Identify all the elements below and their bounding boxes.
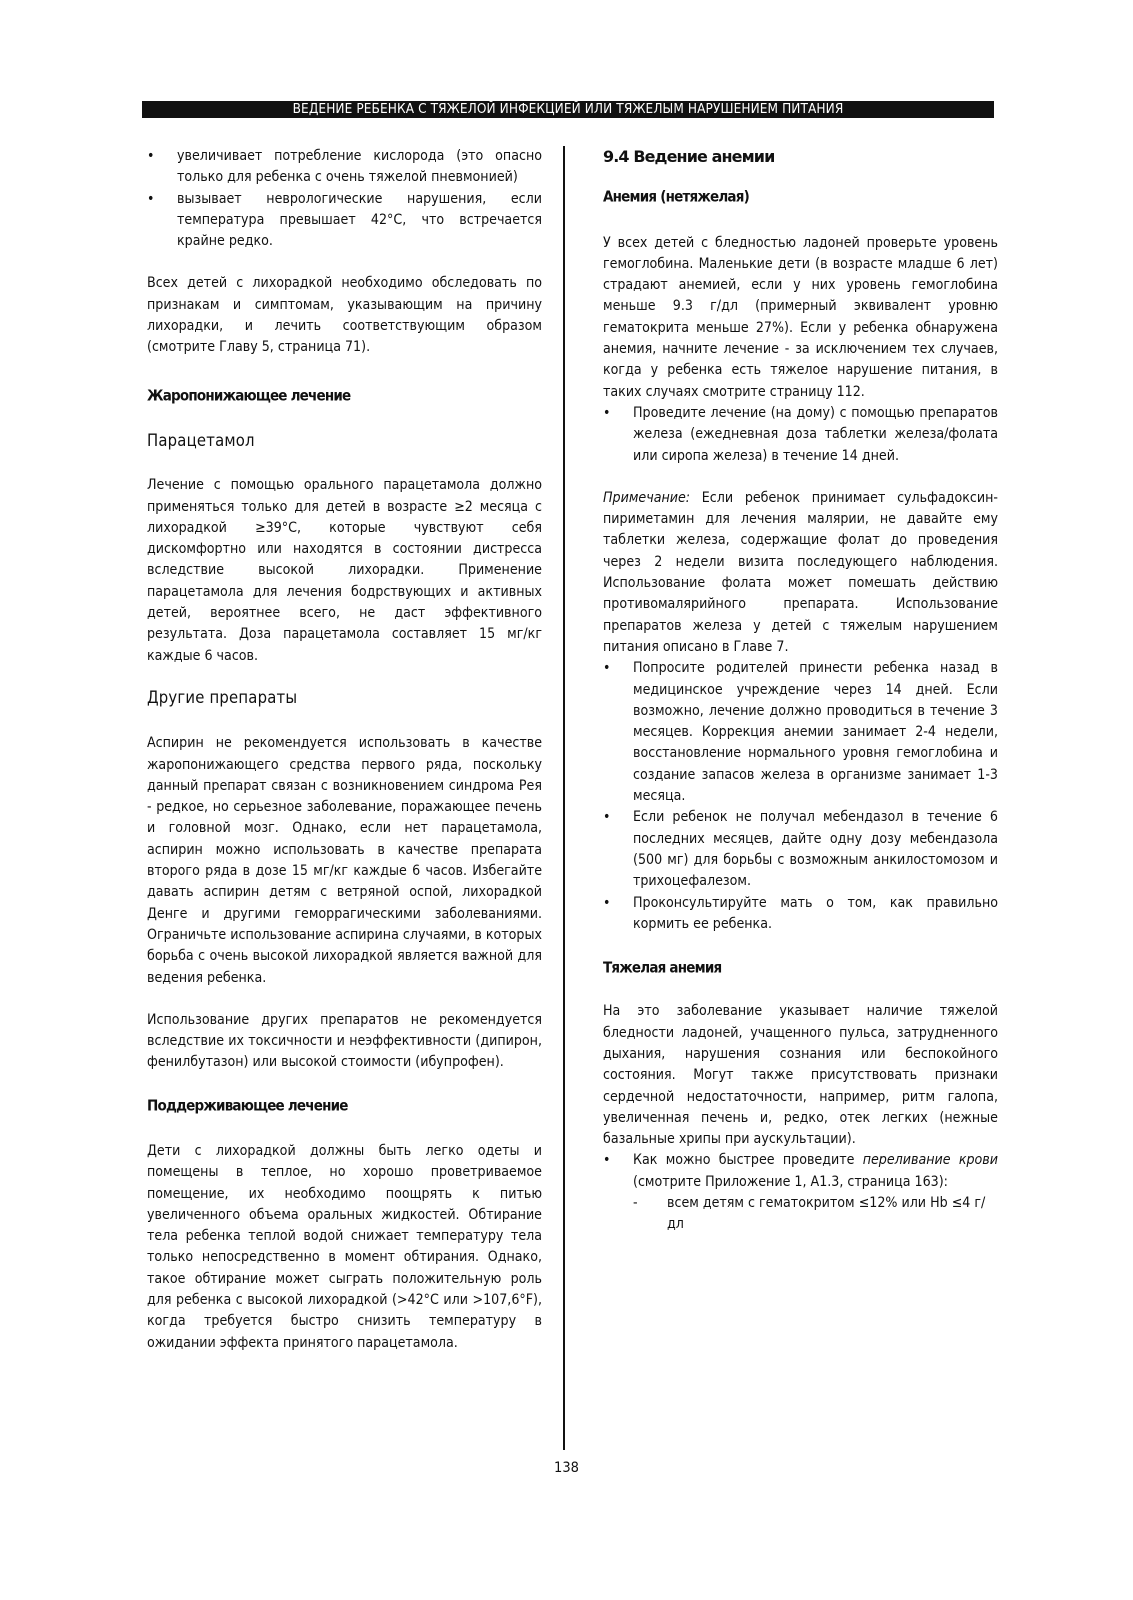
column-divider (563, 146, 565, 1450)
heading-paracetamol: Парацетамол (147, 430, 255, 450)
list-item (603, 1150, 998, 1193)
note-label: Примечание: (603, 489, 691, 506)
transfusion-text-post: (смотрите Приложение 1, A1.3, страница 163): (633, 1173, 948, 1190)
heading-antipyretic: Жаропонижающее лечение (147, 386, 351, 405)
heading-other-drugs: Другие препараты (147, 687, 298, 707)
list-item: • Проведите лечение (на дому) с помощью препаратов железа (ежедневная доза таблетки железа/фолата или сиропа железа) в течение 14 дней. (603, 403, 998, 467)
transfusion-emphasis: переливание крови (862, 1152, 998, 1169)
list-item: • Проконсультируйте мать о том, как правильно кормить ее ребенка. (603, 893, 998, 936)
transfusion-criteria-list (603, 1193, 998, 1236)
paragraph: Дети с лихорадкой должны быть легко одеты и помещены в теплое, но хорошо проветриваемое помещение, их необходимо поощрять к питью увеличенного объема оральных жидкостей. Обтирание тела ребенка теплой водой снижает температуру тела только непосредственно в момент обтирания. Однако, такое обтирание может сыграть положительную роль для ребенка с высокой лихорадкой (>42°C или >107,6°F), когда требуется быстро снизить температуру в ожидании эффекта принятого парацетамола. (147, 1142, 542, 1351)
list-item: • увеличивает потребление кислорода (это опасно только для ребенка с очень тяжелой пневмонией) (147, 146, 542, 189)
fever-effects-list (147, 146, 542, 252)
heading-supportive: Поддерживающее лечение (147, 1096, 348, 1115)
list-item: • Если ребенок не получал мебендазол в течение 6 последних месяцев, дайте одну дозу мебендазола (500 мг) для борьбы с возможным анкилостомозом и трихоцефалезом. (603, 807, 998, 892)
paragraph: Аспирин не рекомендуется использовать в качестве жаропонижающего средства первого ряда, поскольку данный препарат связан с возникновением синдрома Рея - редкое, но серьезное заболевание, поражающее печень и головной мозг. Однако, если нет парацетамола, аспирин можно использовать в качестве препарата второго ряда в дозе 15 мг/кг каждые 6 часов. Избегайте давать аспирин детям с ветряной оспой, лихорадкой Денге и другими геморрагическими заболеваниями. Ограничьте использование аспирина случаями, в которых борьба с очень высокой лихорадкой является важной для ведения ребенка. (147, 735, 542, 986)
paragraph: Лечение с помощью орального парацетамола должно применяться только для детей в возрасте ≥2 месяца с лихорадкой ≥39°C, которые чувствуют себя дискомфортно или находятся в состоянии дистресса вследствие высокой лихорадки. Применение парацетамола для лечения бодрствующих и активных детей, вероятнее всего, не даст эффективного результата. Доза парацетамола составляет 15 мг/кг каждые 6 часов. (147, 477, 542, 664)
note-paragraph (603, 488, 998, 658)
transfusion-list (603, 1150, 998, 1193)
list-item: - всем детям с гематокритом ≤12% или Hb ≤4 г/дл (603, 1193, 998, 1236)
section-title: 9.4 Ведение анемии (603, 147, 775, 166)
note-text: Если ребенок принимает сульфадоксин-пириметамин для лечения малярии, не давайте ему таблетки железа, содержащие фолат до проведения через 2 недели визита последующего наблюдения. Использование фолата может помешать действию противомалярийного препарата. Использование препаратов железа у детей с тяжелым нарушением питания описано в Главе 7. (603, 489, 998, 655)
paragraph: Использование других препаратов не рекомендуется вследствие их токсичности и неэффективности (дипирон, фенилбутазон) или высокой стоимости (ибупрофен). (147, 1011, 542, 1071)
paragraph: Всех детей с лихорадкой необходимо обследовать по признакам и симптомам, указывающим на причину лихорадки, и лечить соответствующим образом (смотрите Главу 5, страница 71). (147, 275, 542, 356)
page-number: 138 (554, 1460, 579, 1476)
paragraph: У всех детей с бледностью ладоней проверьте уровень гемоглобина. Маленькие дети (в возрасте младше 6 лет) страдают анемией, если у них уровень гемоглобина меньше 9.3 г/дл (примерный эквивалент уровню гематокрита меньше 27%). Если у ребенка обнаружена анемия, начните лечение - за исключением тех случаев, когда у ребенка есть тяжелое нарушение питания, в таких случаях смотрите страницу 112. (603, 234, 998, 400)
heading-mild-anemia: Анемия (нетяжелая) (603, 188, 749, 207)
transfusion-text-pre: Как можно быстрее проведите (633, 1152, 863, 1169)
right-column (603, 146, 998, 1236)
left-column (147, 146, 542, 1354)
list-item: • вызывает неврологические нарушения, если температура превышает 42°C, что встречается крайне редко. (147, 189, 542, 253)
follow-up-list (603, 658, 998, 935)
paragraph: На это заболевание указывает наличие тяжелой бледности ладоней, учащенного пульса, затрудненного дыхания, нарушения сознания или беспокойного состояния. Могут также присутствовать признаки сердечной недостаточности, например, ритм галопа, увеличенная печень и, редко, отек легких (нежные базальные хрипы при аускультации). (603, 1003, 998, 1148)
running-header: ВЕДЕНИЕ РЕБЕНКА С ТЯЖЕЛОЙ ИНФЕКЦИЕЙ ИЛИ ТЯЖЕЛЫМ НАРУШЕНИЕМ ПИТАНИЯ (142, 101, 994, 118)
heading-severe-anemia: Тяжелая анемия (603, 959, 722, 977)
iron-treatment-list (603, 403, 998, 467)
list-item: • Попросите родителей принести ребенка назад в медицинское учреждение через 14 дней. Если возможно, лечение должно проводиться в течение 3 месяцев. Коррекция анемии занимает 2-4 недели, восстановление нормального уровня гемоглобина и создание запасов железа в организме занимает 1-3 месяца. (603, 658, 998, 807)
